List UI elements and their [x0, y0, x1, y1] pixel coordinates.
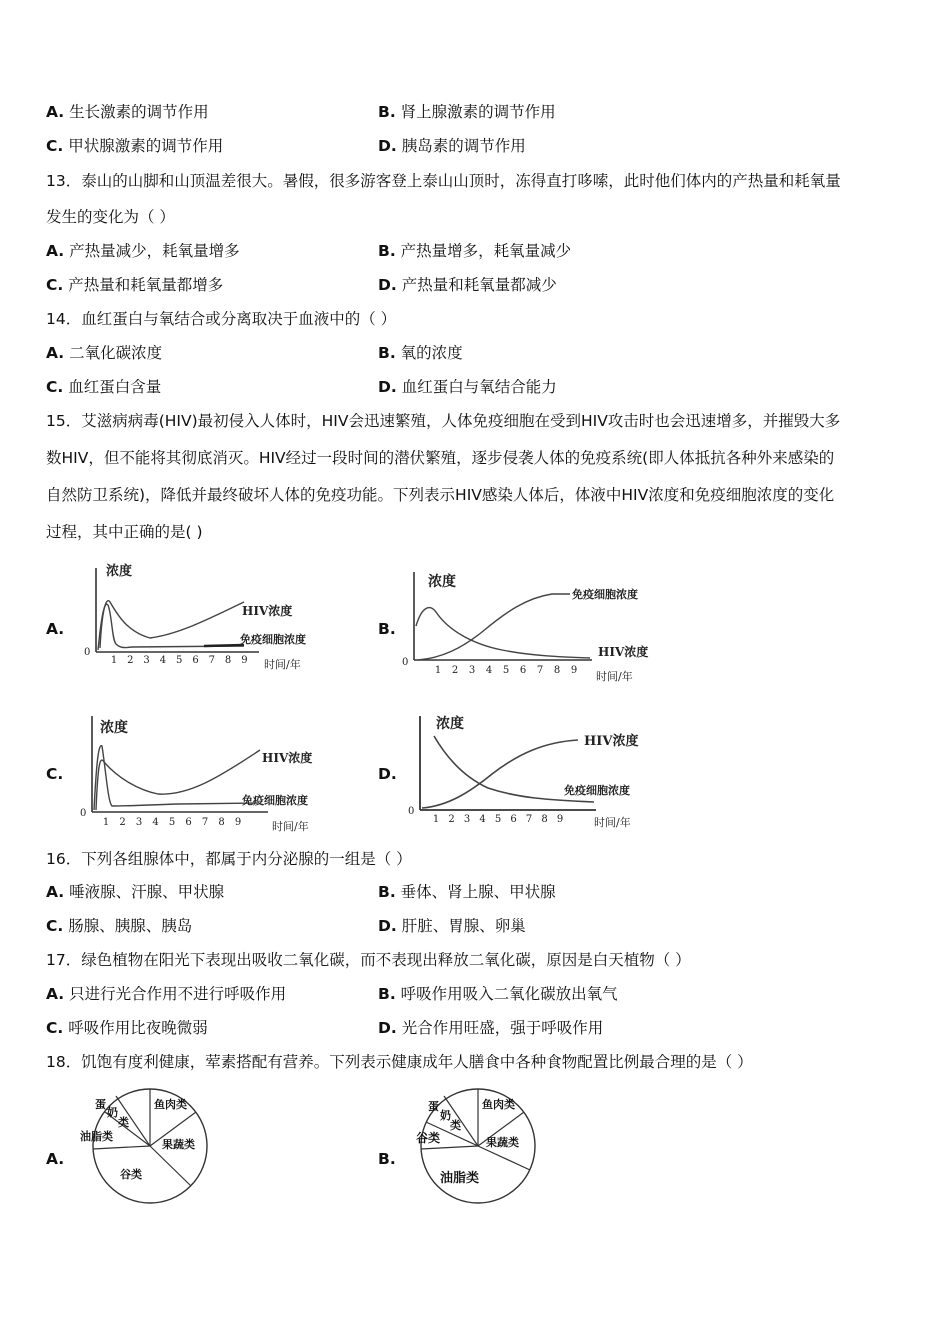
- q14-option-c[interactable]: [46, 377, 161, 397]
- q18-pie-b[interactable]: [406, 1086, 556, 1216]
- q18-stem: 18．饥饱有度利健康，荤素搭配有营养。下列表示健康成年人膳食中各种食物配置比例最合理的是（ ）: [46, 1053, 753, 1071]
- y-axis-label: 浓度: [106, 564, 133, 579]
- q16-option-d[interactable]: [378, 916, 526, 936]
- q16-option-a[interactable]: [46, 882, 224, 902]
- x-axis-label: 时间/年: [594, 816, 631, 829]
- x-tick-label: 9: [241, 655, 248, 666]
- immune-label: 免疫细胞浓度: [564, 784, 630, 797]
- option-text: 肠腺、胰腺、胰岛: [68, 917, 193, 935]
- option-text: 产热量减少，耗氧量增多: [69, 242, 240, 260]
- hiv-label: HIV浓度: [262, 751, 313, 765]
- x-tick-label: 1: [110, 655, 118, 666]
- hiv-curve: [96, 750, 260, 810]
- x-tick-label: 7: [208, 655, 215, 666]
- q16-stem: 16．下列各组腺体中，都属于内分泌腺的一组是（ ）: [46, 850, 412, 868]
- q16-option-b[interactable]: [378, 882, 556, 902]
- q15-option-b-label[interactable]: B.: [378, 620, 396, 638]
- q12-option-a[interactable]: [46, 102, 209, 122]
- q16-option-c[interactable]: [46, 916, 192, 936]
- x-tick-label: 4: [152, 817, 159, 828]
- x-tick-label: 7: [201, 817, 209, 828]
- q13-option-a[interactable]: [46, 241, 240, 261]
- option-label: B.: [378, 985, 396, 1003]
- immune-label: 免疫细胞浓度: [572, 588, 638, 601]
- hiv-curve: [100, 601, 244, 648]
- q15-stem-line-1: 15．艾滋病病毒(HIV)最初侵入人体时，HIV会迅速繁殖，人体免疫细胞在受到HIV攻击时也会迅速增多，并摧毁大多: [46, 412, 841, 430]
- x-tick-label: 5: [502, 665, 510, 676]
- slice-egg-milk-3: 类: [118, 1116, 129, 1129]
- origin-label: 0: [84, 647, 91, 658]
- x-tick-label: 5: [176, 655, 183, 666]
- option-text: 血红蛋白与氧结合能力: [401, 378, 557, 396]
- q15-stem-line-2: 数HIV，但不能将其彻底消灭。HIV经过一段时间的潜伏繁殖，逐步侵袭人体的免疫系统(即人体抵抗各种外来感染的: [46, 449, 835, 467]
- x-tick-label: 2: [119, 817, 126, 828]
- option-label: C.: [46, 378, 64, 396]
- option-text: 血红蛋白含量: [68, 378, 162, 396]
- x-tick-label: 6: [510, 814, 517, 825]
- option-label: B.: [378, 103, 396, 121]
- origin-label: 0: [408, 806, 415, 817]
- x-tick-label: 3: [135, 817, 143, 828]
- x-tick-label: 3: [463, 814, 471, 825]
- x-tick-label: 6: [519, 665, 527, 676]
- pie-divider: [421, 1146, 478, 1149]
- option-label: A.: [46, 103, 65, 121]
- q13-option-d[interactable]: [378, 275, 557, 295]
- q13-stem-line-1: 13．泰山的山脚和山顶温差很大。暑假，很多游客登上泰山山顶时，冻得直打哆嗦，此时他们体内的产热量和耗氧量: [46, 172, 841, 190]
- x-tick-label: 8: [224, 655, 232, 666]
- x-tick-label: 8: [541, 814, 548, 825]
- slice-fruit-veg: 果蔬类: [162, 1138, 195, 1151]
- y-axis-label: 浓度: [428, 574, 456, 590]
- x-tick-label: 8: [218, 817, 225, 828]
- option-label: C.: [46, 276, 64, 294]
- x-tick-label: 2: [451, 665, 459, 676]
- slice-fish-meat: 鱼肉类: [482, 1098, 515, 1111]
- option-text: 呼吸作用吸入二氧化碳放出氧气: [400, 985, 618, 1003]
- x-tick-label: 1: [432, 814, 440, 825]
- slice-egg-milk-2: 奶: [107, 1106, 118, 1119]
- q15-stem-line-4: 过程，其中正确的是( ): [46, 523, 203, 541]
- immune-curve: [94, 746, 258, 810]
- option-text: 唾液腺、汗腺、甲状腺: [69, 883, 225, 901]
- option-label: B.: [378, 242, 396, 260]
- immune-curve: [98, 604, 244, 650]
- q14-option-b[interactable]: [378, 343, 463, 363]
- option-label: A.: [46, 242, 65, 260]
- q13-stem-line-2: 发生的变化为（ ）: [46, 208, 175, 226]
- pie-divider: [93, 1146, 150, 1149]
- x-tick-label: 4: [485, 665, 493, 676]
- option-text: 肾上腺激素的调节作用: [400, 103, 556, 121]
- x-tick-label: 9: [570, 665, 578, 676]
- q14-option-d[interactable]: [378, 377, 557, 397]
- option-text: 光合作用旺盛，强于呼吸作用: [401, 1019, 604, 1037]
- option-text: 胰岛素的调节作用: [401, 137, 526, 155]
- slice-egg-milk-1: 蛋: [95, 1098, 106, 1111]
- option-label: D.: [378, 378, 397, 396]
- x-tick-label: 4: [159, 655, 167, 666]
- option-label: C.: [46, 1019, 64, 1037]
- slice-fruit-veg: 果蔬类: [486, 1136, 519, 1149]
- q15-graph-c[interactable]: [78, 712, 348, 834]
- q12-option-d[interactable]: [378, 136, 526, 156]
- hiv-label: HIV浓度: [584, 734, 639, 749]
- option-label: C.: [46, 917, 64, 935]
- option-text: 氧的浓度: [400, 344, 463, 362]
- slice-fish-meat: 鱼肉类: [154, 1098, 187, 1111]
- q17-option-c[interactable]: [46, 1018, 208, 1038]
- slice-grain: 谷类: [120, 1168, 142, 1181]
- y-axis-label: 浓度: [436, 716, 464, 732]
- immune-curve: [418, 594, 570, 660]
- option-text: 二氧化碳浓度: [69, 344, 163, 362]
- immune-tail: [204, 645, 244, 646]
- pie-divider: [478, 1146, 530, 1170]
- option-text: 垂体、肾上腺、甲状腺: [400, 883, 556, 901]
- q15-graph-b[interactable]: [402, 568, 672, 688]
- slice-grain: 谷类: [416, 1131, 441, 1145]
- x-tick-label: 7: [525, 814, 533, 825]
- hiv-curve: [422, 740, 578, 808]
- option-label: D.: [378, 1019, 397, 1037]
- option-text: 甲状腺激素的调节作用: [68, 137, 224, 155]
- q18-option-a-label[interactable]: A.: [46, 1150, 65, 1168]
- q15-option-a-label[interactable]: A.: [46, 620, 65, 638]
- q14-stem: 14．血红蛋白与氧结合或分离取决于血液中的（ ）: [46, 310, 397, 328]
- immune-label: 免疫细胞浓度: [240, 633, 306, 646]
- option-label: D.: [378, 917, 397, 935]
- option-text: 只进行光合作用不进行呼吸作用: [69, 985, 287, 1003]
- immune-label: 免疫细胞浓度: [242, 794, 308, 807]
- q18-pie-a[interactable]: [78, 1086, 228, 1216]
- q15-option-d-label[interactable]: D.: [378, 765, 397, 783]
- q15-graph-a[interactable]: [84, 560, 334, 670]
- option-label: A.: [46, 883, 65, 901]
- y-axis-label: 浓度: [100, 720, 128, 736]
- q15-option-c-label[interactable]: C.: [46, 765, 64, 783]
- slice-oil: 油脂类: [80, 1130, 113, 1143]
- x-tick-label: 1: [102, 817, 110, 828]
- x-tick-label: 2: [127, 655, 134, 666]
- origin-label: 0: [402, 657, 409, 668]
- x-tick-label: 7: [536, 665, 544, 676]
- option-text: 产热量和耗氧量都增多: [68, 276, 224, 294]
- x-tick-label: 6: [192, 655, 199, 666]
- hiv-label: HIV浓度: [598, 645, 649, 659]
- option-text: 产热量增多，耗氧量减少: [400, 242, 572, 260]
- q12-option-c[interactable]: [46, 136, 223, 156]
- x-tick-label: 6: [185, 817, 192, 828]
- option-label: A.: [46, 344, 65, 362]
- x-axis-label: 时间/年: [596, 670, 633, 683]
- x-tick-label: 4: [479, 814, 486, 825]
- q15-graph-d[interactable]: [408, 712, 678, 834]
- q17-option-a[interactable]: [46, 984, 286, 1004]
- option-label: B.: [378, 344, 396, 362]
- hiv-label: HIV浓度: [242, 604, 293, 618]
- option-label: C.: [46, 137, 64, 155]
- q13-option-c[interactable]: [46, 275, 223, 295]
- option-text: 肝脏、胃腺、卵巢: [401, 917, 526, 935]
- q18-option-b-label[interactable]: B.: [378, 1150, 396, 1168]
- x-tick-label: 5: [168, 817, 176, 828]
- slice-egg-milk-2: 奶: [440, 1109, 451, 1122]
- slice-egg-milk-3: 类: [450, 1119, 461, 1132]
- x-tick-label: 8: [553, 665, 561, 676]
- q13-option-b[interactable]: [378, 241, 571, 261]
- x-tick-label: 9: [556, 814, 564, 825]
- option-label: A.: [46, 985, 65, 1003]
- option-text: 呼吸作用比夜晚微弱: [68, 1019, 208, 1037]
- q14-option-a[interactable]: [46, 343, 162, 363]
- option-text: 生长激素的调节作用: [69, 103, 209, 121]
- option-label: B.: [378, 883, 396, 901]
- slice-egg-milk-1: 蛋: [428, 1100, 439, 1113]
- x-tick-label: 3: [143, 655, 150, 666]
- x-axis-label: 时间/年: [272, 820, 309, 833]
- q17-option-b[interactable]: [378, 984, 618, 1004]
- q12-option-b[interactable]: [378, 102, 556, 122]
- x-tick-label: 2: [448, 814, 455, 825]
- q15-stem-line-3: 自然防卫系统)，降低并最终破坏人体的免疫功能。下列表示HIV感染人体后，体液中HIV浓度和免疫细胞浓度的变化: [46, 486, 835, 504]
- x-tick-label: 3: [468, 665, 476, 676]
- slice-oil: 油脂类: [440, 1171, 480, 1186]
- option-text: 产热量和耗氧量都减少: [401, 276, 557, 294]
- q17-option-d[interactable]: [378, 1018, 603, 1038]
- option-label: D.: [378, 137, 397, 155]
- pie-divider: [150, 1146, 191, 1186]
- origin-label: 0: [80, 808, 87, 819]
- option-label: D.: [378, 276, 397, 294]
- x-axis-label: 时间/年: [264, 658, 301, 671]
- x-tick-label: 5: [494, 814, 502, 825]
- x-tick-label: 9: [234, 817, 242, 828]
- q17-stem: 17．绿色植物在阳光下表现出吸收二氧化碳，而不表现出释放二氧化碳，原因是白天植物（ ）: [46, 951, 691, 969]
- x-tick-label: 1: [434, 665, 442, 676]
